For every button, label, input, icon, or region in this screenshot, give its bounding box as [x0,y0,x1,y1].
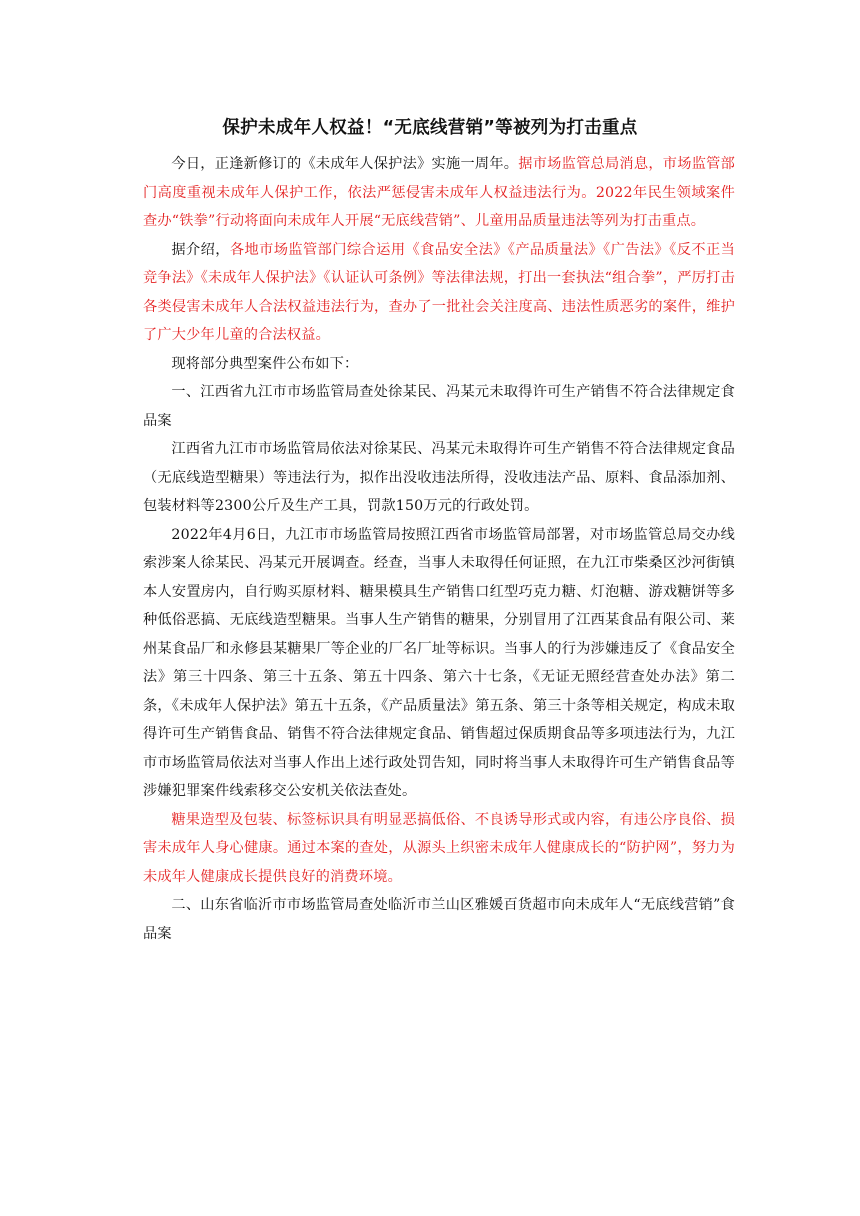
highlighted-text: 据市场监管总局消息，市场监管部门高度重视未成年人保护工作，依法严惩侵害未成年人权益违法行为。2022年民生领域案件查办“铁拳”行动将面向未成年人开展“无底线营销”、儿童用品质量违法等列为打击重点。 [143,156,735,229]
paragraph [143,806,735,892]
paragraph [143,350,735,379]
highlighted-text: 糖果造型及包装、标签标识具有明显恶搞低俗、不良诱导形式或内容，有违公序良俗、损害未成年人身心健康。通过本案的查处，从源头上织密未成年人健康成长的“防护网”，努力为未成年人健康成长提供良好的消费环境。 [143,811,735,885]
paragraph-text: 江西省九江市市场监管局依法对徐某民、冯某元未取得许可生产销售不符合法律规定食品（无底线造型糖果）等违法行为，拟作出没收违法所得，没收违法产品、原料、食品添加剂、包装材料等2300公斤及生产工具，罚款150万元的行政处罚。 [143,441,735,514]
paragraph [143,378,735,435]
paragraph [143,435,735,521]
document-body [143,150,735,948]
paragraph [143,150,735,236]
paragraph-text: 据介绍， [171,241,230,258]
paragraph [143,521,735,806]
paragraph-text: 今日，正逢新修订的《未成年人保护法》实施一周年。 [171,156,519,172]
paragraph [143,236,735,350]
paragraph-text: 现将部分典型案件公布如下： [171,355,359,372]
paragraph-text: 一、江西省九江市市场监管局查处徐某民、冯某元未取得许可生产销售不符合法律规定食品案 [143,384,735,429]
paragraph-text: 二、山东省临沂市市场监管局查处临沂市兰山区雅媛百货超市向未成年人“无底线营销”食品案 [143,897,735,942]
paragraph [143,891,735,948]
paragraph-text: 2022年4月6日，九江市市场监管局按照江西省市场监管局部署，对市场监管总局交办线索涉案人徐某民、冯某元开展调查。经查，当事人未取得任何证照，在九江市柴桑区沙河街镇本人安置房内，自行购买原材料、糖果模具生产销售口红型巧克力糖、灯泡糖、游戏糖饼等多种低俗恶搞、无底线造型糖果。当事人生产销售的糖果，分别冒用了江西某食品有限公司、莱州某食品厂和永修县某糖果厂等企业的厂名厂址等标识。当事人的行为涉嫌违反了《食品安全法》第三十四条、第三十五条、第五十四条、第六十七条，《无证无照经营查处办法》第二条，《未成年人保护法》第五十五条，《产品质量法》第五条、第三十条等相关规定，构成未取得许可生产销售食品、销售不符合法律规定食品、销售超过保质期食品等多项违法行为，九江市市场监管局依法对当事人作出上述行政处罚告知，同时将当事人未取得许可生产销售食品等涉嫌犯罪案件线索移交公安机关依法查处。 [143,526,735,799]
document-title: 保护未成年人权益！“无底线营销”等被列为打击重点 [222,118,638,138]
highlighted-text: 各地市场监管部门综合运用《食品安全法》《产品质量法》《广告法》《反不正当竞争法》《未成年人保护法》《认证认可条例》等法律法规，打出一套执法“组合拳”，严厉打击各类侵害未成年人合法权益违法行为，查办了一批社会关注度高、违法性质恶劣的案件，维护了广大少年儿童的合法权益。 [143,241,735,343]
